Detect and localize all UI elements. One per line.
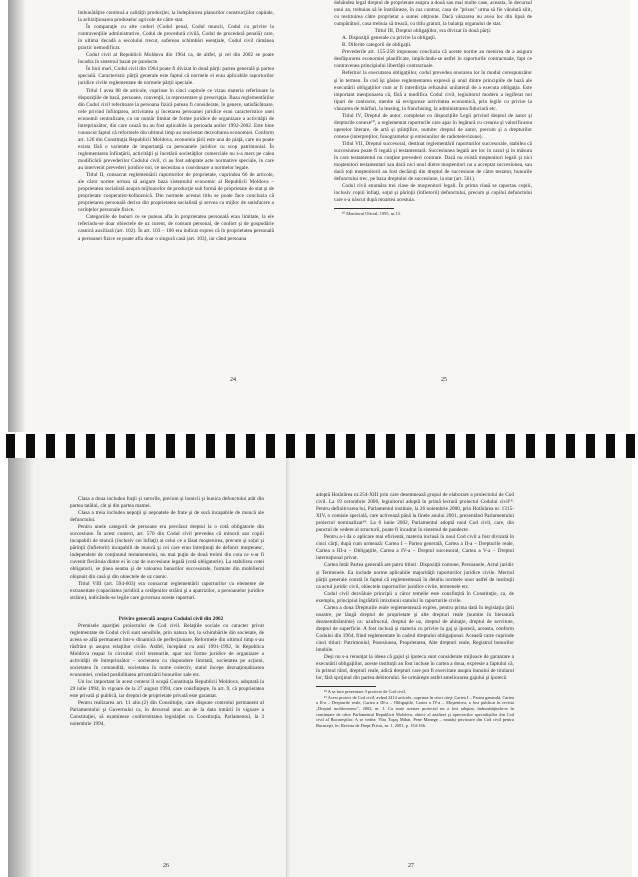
paragraph: Codul civil al Republicii Moldova din 1964 ca, de altfel, şi cel din 2002 se poate încadra în sistemul bazat pe pandecte. [78,52,274,66]
binding-tooth [46,434,55,458]
paragraph: Codul civil enumăra trei clase de moştenitori legali. În prima clasă se raportau copiii, inclusiv copiii înfiaţi, soţul şi părinţii (înfietorii) defunctului, precum şi copilul defunctului care s-a născut după moartea acestuia. [334,183,532,204]
binding-tooth [366,434,375,458]
binding-tooth [346,434,355,458]
paragraph: Prevederile art. 155-258 impuneau concluzia că aceste norme au menirea de a asigura desfăşurarea economiei planificate, implicându-se astfel în raporturile contractuale, fapt ce contravenea principiului libertăţii contractuale. [334,49,532,70]
paragraph: În comparaţie cu alte coduri (Codul penal, Codul muncii, Codul cu privire la contravenţiile administrative, Codul de procedură civilă, Codul de procedură penală) care, în ultima decadă a secolului trecut, sufereau schimbări esenţiale, Codul civil rămânea practic nemodificat. [78,24,274,52]
paragraph: Clasa a doua includea fraţii şi surorile, precum şi bunicii şi bunica defunctului atât din partea tatălui, cât şi din partea mamei. [70,496,264,510]
binding-tooth [526,434,535,458]
footnote-rule [334,208,394,209]
page-24 [78,10,274,370]
footnote: ¹⁸ A se face prezentare 3 proiecte de Cod civil. [324,689,407,695]
paragraph: Titlul IV, Dreptul de autor, completat cu dispoziţiile Legii privind dreptul de autor şi drepturile conexe¹⁰, a reglementat raporturile care apar în legătură cu crearea şi valorificarea operelor literare, de artă şi ştiinţifice, numite: dreptul de autor, precum şi a drepturilor conexe (interpreţilor, fonogramelor şi emisiunilor de radiotelevizune). [334,112,532,140]
paragraph: dobândea legal dreptul de proprietate asupra a două sau mai multe case, aceasta, în decursul unui an, trebuiau să le înstrăineze, în caz contrar, casa de "prisos" urma să fie vândută silit, cu restituirea către proprietar a sumei obţinute. Dacă vânzarea nu avea loc din lipsă de cumpărători, casa trebuia să treacă, cu titlu gratuit, la balanţa organului de stat. [334,0,532,28]
page-27 [316,492,514,866]
paragraph: Pentru realizarea art. 11 alin.(2) din Constituţie, care dispune controlul permanent al Parlamentului şi Guvernului ca, în decursul unui an de la data intrării în vigoare a Constituţiei, să examineze conformitatea legislaţiei cu Constituţia, Parlamentul, la 3 noiembrie 1994, [70,700,264,728]
binding-tooth [386,434,395,458]
page-number: 24 [230,377,236,383]
binding-tooth [506,434,515,458]
paragraph: B. Diferite categorii de obligaţii. [342,42,412,49]
binding-tooth [466,434,475,458]
binding-tooth [246,434,255,458]
paragraph: Titlul VIII (art. 594-603) era consacrat reglementării raporturilor cu elemente de extraneitate (capacitatea juridică a cetăţenilor străini şi a apatrizilor, a persoanelor juridice străine), indicându-se legile care guvernau aceste raporturi. [70,580,264,601]
paragraph: Referitor la executarea obligaţiilor, codul prevedea onorarea lor în modul corespunzător şi în termen. În cod îşi găsise reglementarea expresă şi unul dintre principiile de bază ale executării obligaţiilor cum ar fi interdicţia refuzului unilateral de a executa obligaţia. Este important menţionarea că, fără a modifica Codul civil, legiuitorul modern a legiferat noi tipuri de contracte, menite să revigoreze activitatea economică, prin legile cu privire la vânzarea de mărfuri, la leasing, la franchising, la administrarea fiduciară etc. [334,70,532,112]
footnote-rule [316,686,376,687]
bottom-spread [8,458,632,877]
paragraph: Categoriile de bunuri ce se puteau afla în proprietatea personală erau limitate, la ele referindu-se doar obiectele de uz curent, de consum personal, de confort şi de gospodărie casnică auxiliară (art. 102). În art. 103 – 106 era indicat expres că în proprietatea personală a persoanei fizice se poate afla doar o singură casă (art. 103), iar când persoana [78,214,274,242]
paragraph: Clasa a treia includea nepoţii şi nepoatele de frate şi de soră incapabile de muncă ale defunctului. [70,510,264,524]
footnote: ¹⁹ Acest proiect de Cod civil, având 2414 articole, cuprinse în cinci cărţi: Cartea I – Partea generală, Cartea a II-a – Drepturile reale, Cartea a III-a – Obligaţiile, Cartea a IV-a – Moştenirea, a fost publicat în revista „Dreptul moldovenesc", 2002, nr. 1. Cu toate acestea proiectul nu a fost adoptat, îmbunătăţindu-se în continuare de către Parlamentul Republicii Moldova, obiect al analizei şi aprecierilor specialiştilor din Cod civil al Bucureştilor. A se vedea: Vlas Tuşaş Mihai, Pene Manege – noutăţi privitoare din Cod civil pentru Bucureşti, în: Revista de Drept Privat, nr. 1, 2001, p. 154-166. [316,694,514,728]
paragraph: Un loc important în acest context îl ocupă Constituţia Republicii Moldova, adoptată la 29 iulie 1994, în vigoare de la 27 august 1994, care consfinţeşte, în art. 9, că proprietatea este privată şi publică, iar dreptul de proprietate privată este garantat. [70,679,264,700]
binding-tooth [86,434,95,458]
paragraph: Cartea a doua Drepturile reale reglementează expres, pentru prima dată în legislaţia ţării noastre, pe lângă dreptul de proprietate şi alte drepturi reale (numite în literatură dezmembrăminte) ca: uzufructul, dreptul de uz, dreptul de abitaţie, dreptul de servitute, dreptul de superficie. A fost inclusă şi materia cu privire la gaj şi ipotecă, aceasta, conform Codului din 1964, fiind reglementate în cadrul dreptului obligaţional. Această carte cuprinde cinci titluri: Patrimoniul, Posesiunea, Proprietatea, Alte drepturi reale, Registrul bunurilor imobile. [316,604,514,654]
binding-tooth [426,434,435,458]
paragraph: Titlul II, consacrat reglementării raporturilor de proprietate, cuprindea 66 de articole, ale căror norme urmau să asigure baza sistemului economic al Republicii Moldova – proprietatea socialistă asupra mijloacelor de producţie sub formă de proprietate de stat şi de proprietate cooperatist-kolhoznică. Din normele acestui titlu se poate face concluzia că proprietarea personală deriva din proprietatea socialistă şi servea ca mijloc de satisfacere a cerinţelor personale fizice. [78,172,274,214]
binding-tooth [186,434,195,458]
page-edge-shadow [8,458,34,877]
binding-tooth [586,434,595,458]
paragraph: adoptă Hotărârea nr.254-XIII prin care desemnează grupul de elaborare a proiectului de Cod civil. La 19 octombrie 2000, legiuitorul adoptă în primă lectură proiectul Codului civil¹⁸. Pentru definitivarea lui, Parlamentul instituie, la 26 noiembrie 2000, prin Hotărârea nr. 1315-XIV, o comisie specială, care activează până la finele anului 2001, prezentând Parlamentului proiectul nominalizat¹⁹. La 6 iunie 2002, Parlamentul adoptă noul Cod civil, care, din punctul de vedere al structurii, poate fi încadrat în sistemul de pandecte. [316,492,514,534]
binding-tooth [66,434,75,458]
binding-tooth [626,434,635,458]
section-heading: Privire generală asupra Codului civil din 2002 [118,615,224,622]
paragraph: Pentru unele categorii de persoane era prevăzut dreptul la o cotă obligatorie din succesiune. În acest context, art. 570 din Codul civil prevedea că minorii sau copiii incapabili de muncă (inclusiv cei înfiaţi) ai celui ce a lăsat moştenirea, precum şi soţul şi părinţii (înfietorii) incapabili de muncă şi cei care erau întreţinuţi de defunct moştenesc, independent de conţinutul testamentului, nu mai puţin de două treimi din cota ce s-ar fi cuvenit fiecăruia dintre ei în caz de succesiune legală (cotă obligatorie). La stabilirea cotei obligatorii, se ţinea seama şi de valoarea bunurilor succesorale, formate din mobilierul obişnuit din casă şi din obiectele de uz casnic. [70,524,264,580]
page-number: 27 [408,863,414,869]
page-number: 26 [163,863,169,869]
binding-tooth [306,434,315,458]
page-number: 25 [441,377,447,383]
paragraph: Titlul III, Dreptul obligaţiilor, era divizat în două părţi: [374,28,492,35]
paragraph: În linii mari, Codul civil din 1964 poate fi divizat în două părţi: partea generală şi partea specială. Caracteristic părţii generale este faptul că normele ei erau aplicabile raporturilor juridice civile reglementate de normele părţii speciale. [78,66,274,87]
page-26 [70,496,264,866]
binding-tooth [606,434,615,458]
binding-tooth [486,434,495,458]
binding-tooth [286,434,295,458]
paragraph: Pentru a-i da o aplicare mai eficientă, materia inclusă în noul Cod civil a fost divizată în cinci cărţi, după cum urmează: Cartea I – Partea generală, Cartea a II-a – Drepturile reale, Cartea a III-a – Obligaţiile, Cartea a IV-a – Dreptul succesoral, Cartea a V-a – Dreptul internaţional privat. [316,534,514,562]
binding-tooth [446,434,455,458]
paragraph: Cartea întâi Partea generală are patru titluri: Dispoziţii comune, Persoanele, Actul juridic şi Termenele. Ea include norme aplicabile majorităţii raporturilor juridice civile. Meritul părţii generale constă în faptul că reglementează în detaliu normele unor astfel de instituţii ca actul juridic civil, obiectele raporturilor juridice civile, termenele etc. [316,562,514,590]
binding-tooth [406,434,415,458]
binding-tooth [326,434,335,458]
paragraph: Premisele apariţiei proiectului de Cod civil. Relaţiile sociale cu caracter privat reglementate de Codul civil sunt sensibile, prin natura lor, la schimbările din societate, de aceea se află permanent într-o dinamică de perfecţionare. Reformele din ultimul timp s-au răsfrânt şi asupra relaţiilor civile. Astfel, începând cu anii 1991-1992, în Republica Moldova reapar în circuitul civil terenurile, apar noi forme juridice de organizare a activităţii de întreprinzător – societatea cu răspundere limitată, societatea pe acţiuni, societatea în comandită, societatea în nume colectiv, statul începe deznaţionalizarea economiei, creând posibilitatea privatizării bunurilor sale etc. [70,622,264,679]
binding-tooth [226,434,235,458]
binding-tooth [546,434,555,458]
binding-tooth [566,434,575,458]
paragraph: Titlul I avea 88 de articole, cuprinse în cinci capitole ce vizau materia referitoare la dispoziţiile de bază, persoane, convenţii, la reprezentare şi prescripţia. Baza reglementărilor din Codul civil referitoare la persoana fizică puteau fi considerate, în genere, satisfăcătoare, cele privind înfiinţarea, activitatea şi încetarea persoanei juridice erau caracteristice unei economii centralizate, cu un număr limitat de forme juridice de organizare a activităţii de întreprinzător, din care cauză nu au fost aplicabile la perioada anilor 1992-2002. Este bine cunoscut faptul că reformele din ultimul timp au reorientat dezvoltarea economiei. Conform art. 126 din Constituţia Republicii Moldova, economia ţării este una de piaţă, care nu poate exista fără o varietate de importanţă ca persoanele juridice cu scop patrimonial. În reglementarea înfiinţării, activităţii şi încetării societăţilor comerciale nu s-a mers pe calea modificării prevederilor Codului civil, ci au fost adoptate acte normative speciale, în care au intervenit prevederi juridice noi, ce necesitau o coordonare a normelor legale. [78,87,274,172]
paragraph: îmbunătăţire continuă a calităţii producţiei, la îndeplinirea planurilor construcţiilor capitale, la achiziţionarea produselor agricole de către stat. [78,10,274,24]
paragraph: Deşi nu s-a renunţat la ideea că gajul şi ipoteca sunt considerate mijloace de garantare a executării obligaţiilor, aceste instituţii au fost incluse în cartea a doua, expresie a faptului că, în primul rând, drepturi reale, adică drepturi care pot fi exercitate asupra bunului de titularul lor, fără sprijinul din partea debitorului. Se urmăreşte astfel ameliorarea gajului şi ipotecii [316,654,514,682]
binding-tooth [126,434,135,458]
binding-tooth [266,434,275,458]
paragraph: Codul civil dezvăluie principii a căror temelie este consfinţită în Constituţie, ca, de exemplu, principiul îngrădirii imixtiunii statului în raporturile civile. [316,590,514,604]
binding-tooth [146,434,155,458]
page-edge-shadow [8,0,26,440]
top-spread [8,0,630,440]
spine-shadow [286,458,290,877]
paragraph: Titlul VII, Dreptul succesoral, destinat reglementării raporturilor succesorale, stabilea că succesiunea poate fi legală şi testamentară. Succesiunea legală are loc în cazul şi în măsura în care testamentul nu conţine prevederi contrare. Dacă nu există moştenitori legali şi nici moştenitori testamentari sau dacă nici unul dintre moştenitori nu a acceptat succesiunea, sau dacă toţi moştenitorii au fost decăzuţi din dreptul de succesiune de către testator, bunurile defunctului trec, pe baza dreptului de succesiune, la stat (art. 561). [334,140,532,183]
binding-tooth [26,434,35,458]
binding-tooth [106,434,115,458]
binding-tooth [6,434,15,458]
paragraph: A. Dispoziţii generale cu privire la obligaţii. [342,35,437,42]
binding-tooth [206,434,215,458]
binding-tooth [166,434,175,458]
page-25 [334,0,532,384]
footnote: ¹⁰ Monitorul Oficial, 1995, nr.13. [342,211,401,217]
